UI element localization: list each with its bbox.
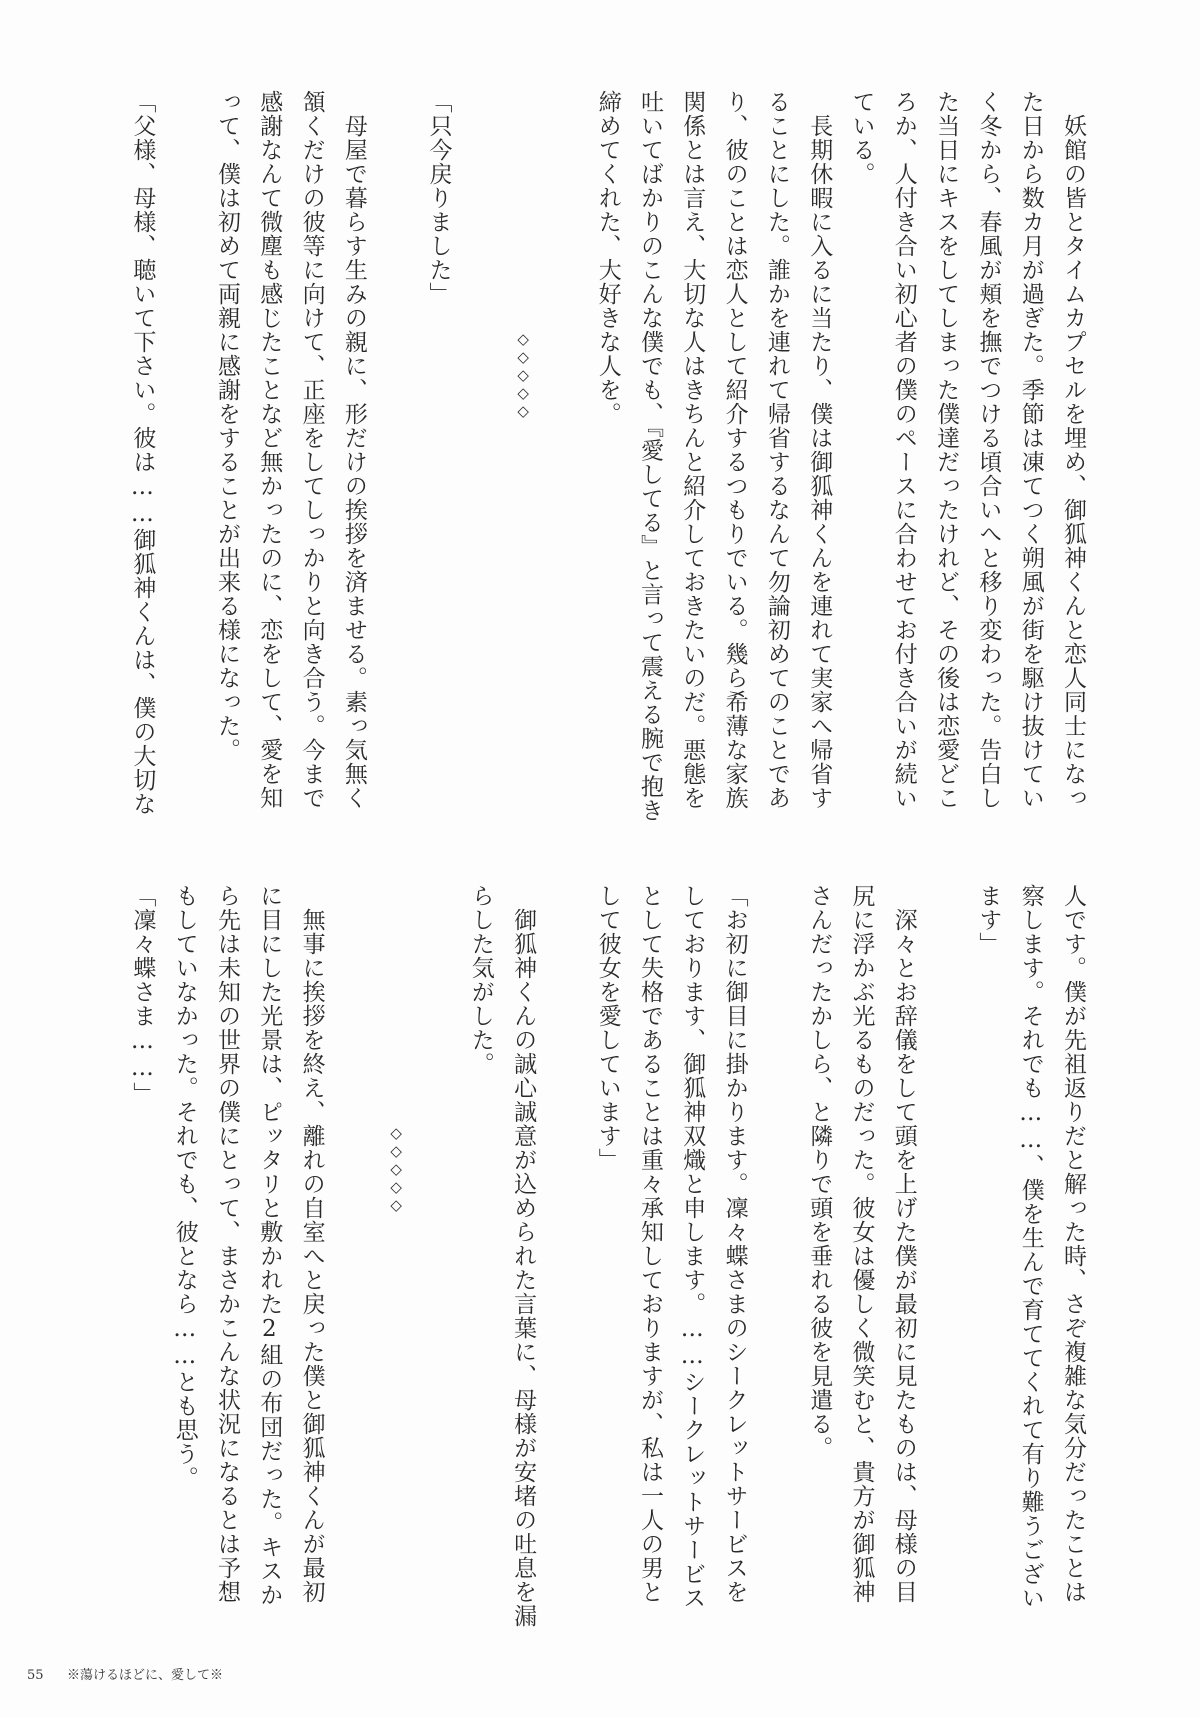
text-column: しております、御狐神双熾と申します。……シークレットサービス	[679, 884, 706, 1610]
text-column: 御狐神くんの誠心誠意が込められた言葉に、母様が安堵の吐息を漏	[510, 884, 537, 1628]
text-column: ることにした。誰かを連れて帰省するなんて勿論初めてのことであ	[763, 90, 790, 810]
section-separator: ◇◇◇◇◇	[387, 1124, 406, 1214]
text-column: 関係とは言え、大切な人はきちんと紹介しておきたいのだ。悪態を	[679, 90, 706, 810]
text-column: 長期休暇に入るに当たり、僕は御狐神くんを連れて実家へ帰省す	[806, 90, 833, 810]
text-column: 察します。それでも……、僕を生んで育ててくれて有り難うござい	[1017, 884, 1044, 1610]
text-column: 「凜々蝶さま……」	[129, 884, 156, 1106]
text-column: た当日にキスをしてしまった僕達だったけれど、その後は恋愛どこ	[933, 90, 960, 810]
text-column: 「お初に御目に掛かります。凜々蝶さまのシークレットサービスを	[721, 884, 748, 1604]
text-column: 「父様、母様、聴いて下さい。彼は……御狐神くんは、僕の大切な	[129, 90, 156, 816]
text-column: 無事に挨拶を終え、離れの自室へと戻った僕と御狐神くんが最初	[298, 884, 325, 1604]
text-column: 人です。僕が先祖返りだと解った時、さぞ複雑な気分だったことは	[1060, 884, 1086, 1604]
section-separator: ◇◇◇◇◇	[514, 330, 533, 420]
text-column: 吐いてばかりのこんな僕でも、『愛してる』と言って震える腕で抱き	[637, 90, 663, 823]
text-column: もしていなかった。それでも、彼となら……とも思う。	[171, 884, 198, 1490]
text-column: 締めてくれた、大好きな人を。	[594, 90, 621, 426]
text-column: ろか、人付き合い初心者の僕のペースに合わせてお付き合いが続い	[890, 90, 917, 810]
text-column: として失格であることは重々承知しておりますが、私は一人の男と	[637, 884, 663, 1604]
text-column: く冬から、春風が頬を撫でつける頃合いへと移り変わった。告白し	[975, 90, 1002, 810]
text-column: ら先は未知の世界の僕にとって、まさかこんな状況になるとは予想	[214, 884, 240, 1604]
text-column: 妖館の皆とタイムカプセルを埋め、御狐神くんと恋人同士になっ	[1060, 90, 1086, 810]
text-column: 「只今戻りました」	[425, 90, 452, 306]
text-column: ます」	[975, 884, 1002, 956]
text-column: た日から数カ月が過ぎた。季節は凍てつく朔風が街を駆け抜けてい	[1017, 90, 1044, 810]
text-column: らした気がした。	[467, 884, 494, 1076]
text-column: 母屋で暮らす生みの親に、形だけの挨拶を済ませる。素っ気無く	[340, 90, 367, 810]
page-number: 55	[27, 1668, 44, 1683]
text-column: 頷くだけの彼等に向けて、正座をしてしっかりと向き合う。今まで	[298, 90, 325, 810]
text-column: って、僕は初めて両親に感謝をすることが出来る様になった。	[214, 90, 240, 762]
text-column: して彼女を愛しています」	[594, 884, 621, 1172]
text-column: さんだったかしら、と隣りで頭を垂れる彼を見遣る。	[806, 884, 833, 1460]
text-column: り、彼のことは恋人として紹介するつもりでいる。幾ら希薄な家族	[721, 90, 748, 810]
text-column: 尻に浮かぶ光るものだった。彼女は優しく微笑むと、貴方が御狐神	[848, 884, 875, 1604]
page-footer	[27, 1664, 223, 1683]
text-column: 深々とお辞儀をして頭を上げた僕が最初に見たものは、母様の目	[890, 884, 917, 1604]
text-column: 感謝なんて微塵も感じたことなど無かったのに、恋をして、愛を知	[256, 90, 283, 810]
text-column: ている。	[848, 90, 875, 186]
book-title: ※蕩けるほどに、愛して※	[67, 1668, 224, 1683]
text-column: に目にした光景は、ピッタリと敷かれた2組の布団だった。キスか	[256, 884, 283, 1607]
